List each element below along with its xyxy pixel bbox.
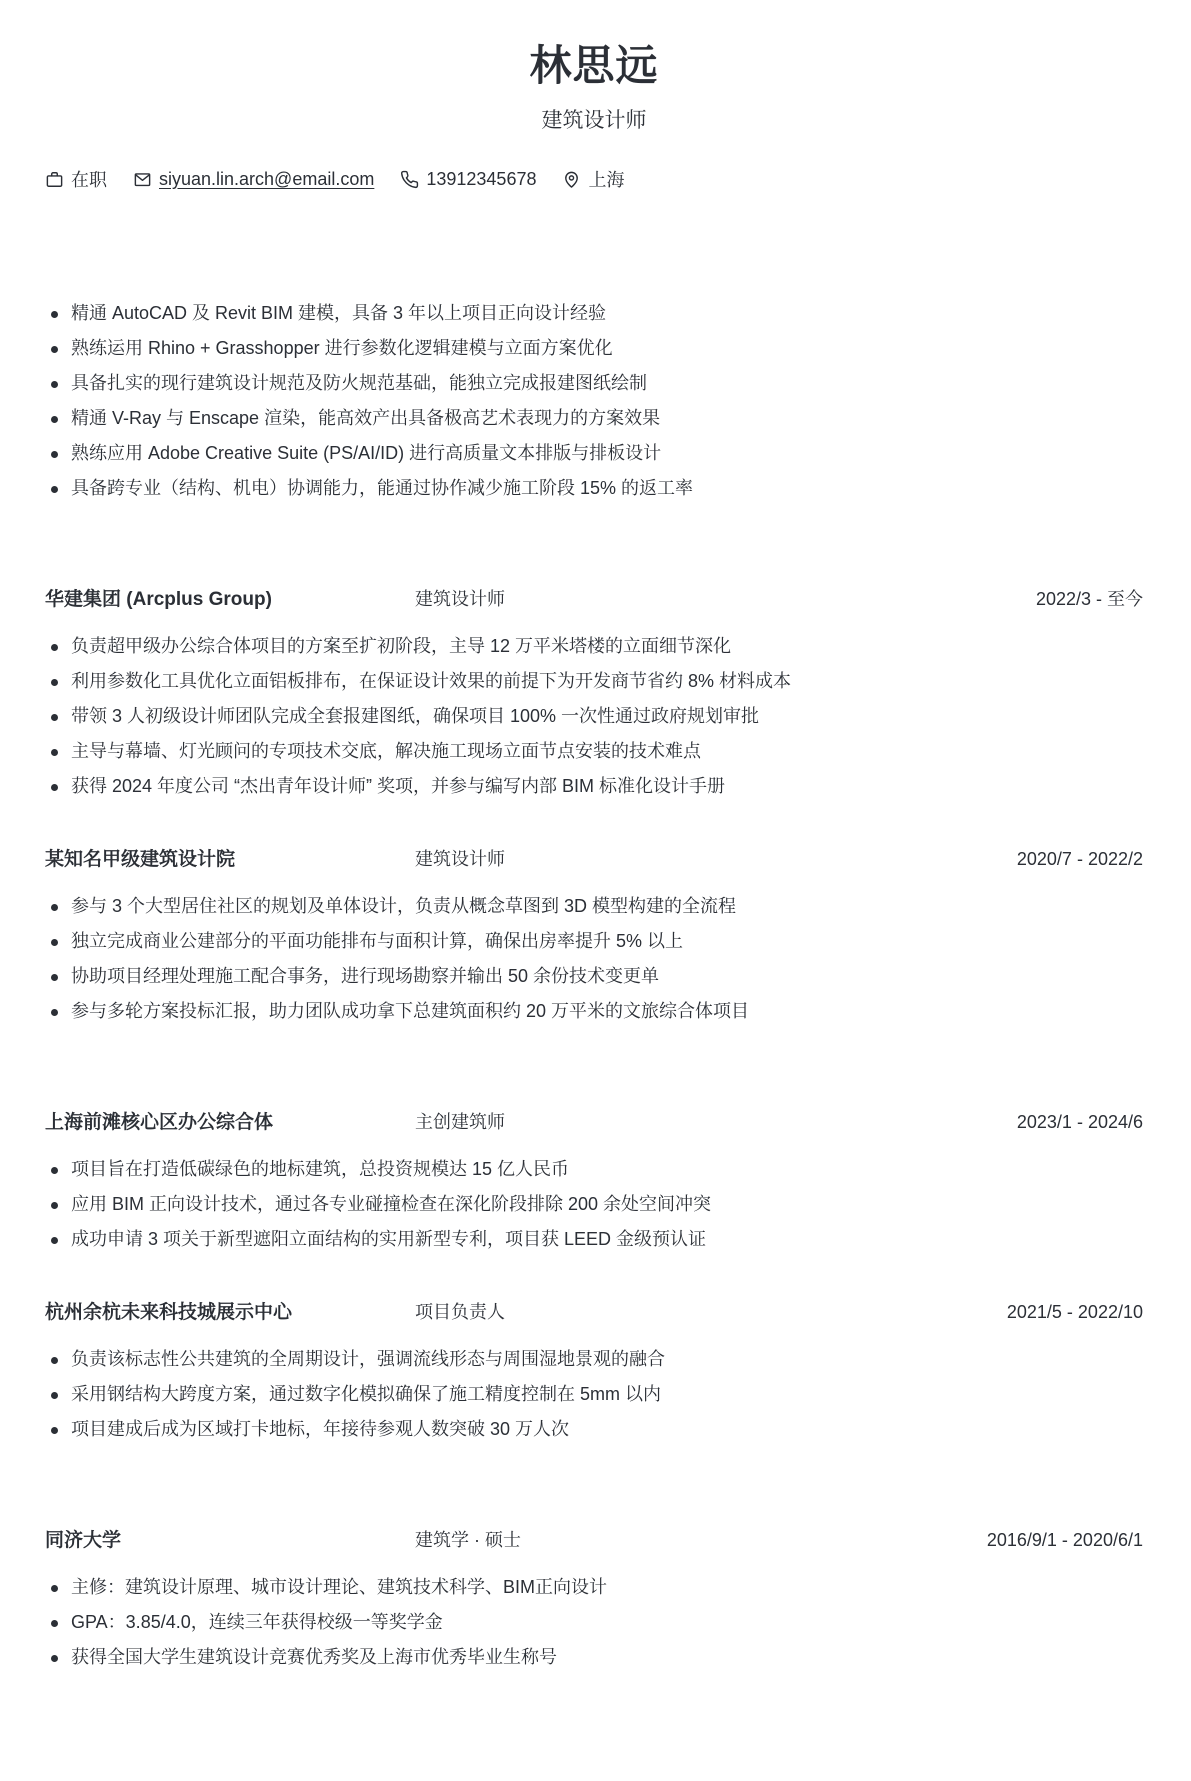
experience-entry-header <box>45 584 1143 615</box>
experience-bullet: 参与多轮方案投标汇报，助力团队成功拿下总建筑面积约 20 万平米的文旅综合体项目 <box>45 994 1143 1029</box>
project-bullet: 负责该标志性公共建筑的全周期设计，强调流线形态与周围湿地景观的融合 <box>45 1342 1143 1377</box>
project-entry <box>45 1297 1143 1447</box>
education-bullet: 主修：建筑设计原理、城市设计理论、建筑技术科学、BIM正向设计 <box>45 1570 1143 1605</box>
skill-item: 精通 V-Ray 与 Enscape 渲染，能高效产出具备极高艺术表现力的方案效果 <box>45 401 1143 436</box>
contact-email <box>133 169 374 190</box>
phone-icon <box>400 170 419 189</box>
skill-item: 精通 AutoCAD 及 Revit BIM 建模，具备 3 年以上项目正向设计经验 <box>45 296 1143 331</box>
experience-bullet: 独立完成商业公建部分的平面功能排布与面积计算，确保出房率提升 5% 以上 <box>45 924 1143 959</box>
experience-entry <box>45 584 1143 804</box>
education-entry-header <box>45 1525 1143 1556</box>
education-bullets <box>45 1570 1143 1675</box>
envelope-icon <box>133 170 152 189</box>
employment-status <box>45 166 107 192</box>
job-role: 建筑设计师 <box>415 849 505 869</box>
location-label: 上海 <box>588 170 625 190</box>
briefcase-icon <box>45 170 64 189</box>
location-pin-icon <box>562 170 581 189</box>
project-name: 上海前滩核心区办公综合体 <box>45 1112 274 1133</box>
email-link[interactable]: siyuan.lin.arch@email.com <box>159 168 375 189</box>
experience-bullet: 负责超甲级办公综合体项目的方案至扩初阶段，主导 12 万平米塔楼的立面细节深化 <box>45 629 1143 664</box>
project-name: 杭州余杭未来科技城展示中心 <box>45 1302 293 1323</box>
experience-bullets <box>45 629 1143 804</box>
experience-entry-header <box>45 844 1143 875</box>
candidate-title: 建筑设计师 <box>541 109 647 132</box>
project-role: 项目负责人 <box>415 1302 505 1322</box>
candidate-name: 林思远 <box>529 42 659 89</box>
skill-item: 具备跨专业（结构、机电）协调能力，能通过协作减少施工阶段 15% 的返工率 <box>45 471 1143 506</box>
skill-item: 熟练应用 Adobe Creative Suite (PS/AI/ID) 进行高质量文本排版与排板设计 <box>45 436 1143 471</box>
project-bullets <box>45 1152 1143 1257</box>
date-range: 2020/7 - 2022/2 <box>1016 849 1143 869</box>
skills-list <box>45 296 1143 506</box>
resume-header <box>45 42 1143 192</box>
job-role: 建筑设计师 <box>415 589 505 609</box>
experience-bullet: 获得 2024 年度公司 “杰出青年设计师” 奖项，并参与编写内部 BIM 标准化设计手册 <box>45 769 1143 804</box>
project-entry-header <box>45 1107 1143 1138</box>
project-bullet: 项目建成后成为区域打卡地标，年接待参观人数突破 30 万人次 <box>45 1412 1143 1447</box>
project-bullet: 应用 BIM 正向设计技术，通过各专业碰撞检查在深化阶段排除 200 余处空间冲突 <box>45 1187 1143 1222</box>
skill-item: 具备扎实的现行建筑设计规范及防火规范基础，能独立完成报建图纸绘制 <box>45 366 1143 401</box>
experience-section <box>45 584 1143 1029</box>
experience-bullet: 利用参数化工具优化立面铝板排布，在保证设计效果的前提下为开发商节省约 8% 材料成本 <box>45 664 1143 699</box>
project-bullet: 成功申请 3 项关于新型遮阳立面结构的实用新型专利，项目获 LEED 金级预认证 <box>45 1222 1143 1257</box>
school-name: 同济大学 <box>45 1530 122 1551</box>
degree: 建筑学 · 硕士 <box>415 1530 521 1550</box>
contact-row <box>45 166 1143 192</box>
project-role: 主创建筑师 <box>415 1112 505 1132</box>
skill-item: 熟练运用 Rhino + Grasshopper 进行参数化逻辑建模与立面方案优化 <box>45 331 1143 366</box>
company-name: 华建集团 (Arcplus Group) <box>45 589 272 610</box>
project-bullet: 采用钢结构大跨度方案，通过数字化模拟确保了施工精度控制在 5mm 以内 <box>45 1377 1143 1412</box>
contact-phone <box>400 169 536 190</box>
project-entry-header <box>45 1297 1143 1328</box>
project-entry <box>45 1107 1143 1257</box>
date-range: 2021/5 - 2022/10 <box>1006 1302 1143 1322</box>
phone-number: 13912345678 <box>426 168 537 189</box>
project-bullets <box>45 1342 1143 1447</box>
education-entry <box>45 1525 1143 1675</box>
company-name: 某知名甲级建筑设计院 <box>45 849 236 870</box>
project-bullet: 项目旨在打造低碳绿色的地标建筑，总投资规模达 15 亿人民币 <box>45 1152 1143 1187</box>
date-range: 2016/9/1 - 2020/6/1 <box>986 1530 1143 1550</box>
date-range: 2022/3 - 至今 <box>1035 589 1143 609</box>
experience-bullet: 协助项目经理处理施工配合事务，进行现场勘察并输出 50 余份技术变更单 <box>45 959 1143 994</box>
contact-location <box>562 166 624 192</box>
education-section <box>45 1525 1143 1675</box>
skills-section <box>45 296 1143 506</box>
employment-status-label: 在职 <box>71 170 107 190</box>
education-bullet: 获得全国大学生建筑设计竞赛优秀奖及上海市优秀毕业生称号 <box>45 1640 1143 1675</box>
experience-bullet: 带领 3 人初级设计师团队完成全套报建图纸，确保项目 100% 一次性通过政府规划审批 <box>45 699 1143 734</box>
experience-bullet: 主导与幕墙、灯光顾问的专项技术交底，解决施工现场立面节点安装的技术难点 <box>45 734 1143 769</box>
projects-section <box>45 1107 1143 1447</box>
experience-entry <box>45 844 1143 1029</box>
date-range: 2023/1 - 2024/6 <box>1016 1112 1143 1132</box>
experience-bullet: 参与 3 个大型居住社区的规划及单体设计，负责从概念草图到 3D 模型构建的全流程 <box>45 889 1143 924</box>
experience-bullets <box>45 889 1143 1029</box>
education-bullet: GPA：3.85/4.0，连续三年获得校级一等奖学金 <box>45 1605 1143 1640</box>
